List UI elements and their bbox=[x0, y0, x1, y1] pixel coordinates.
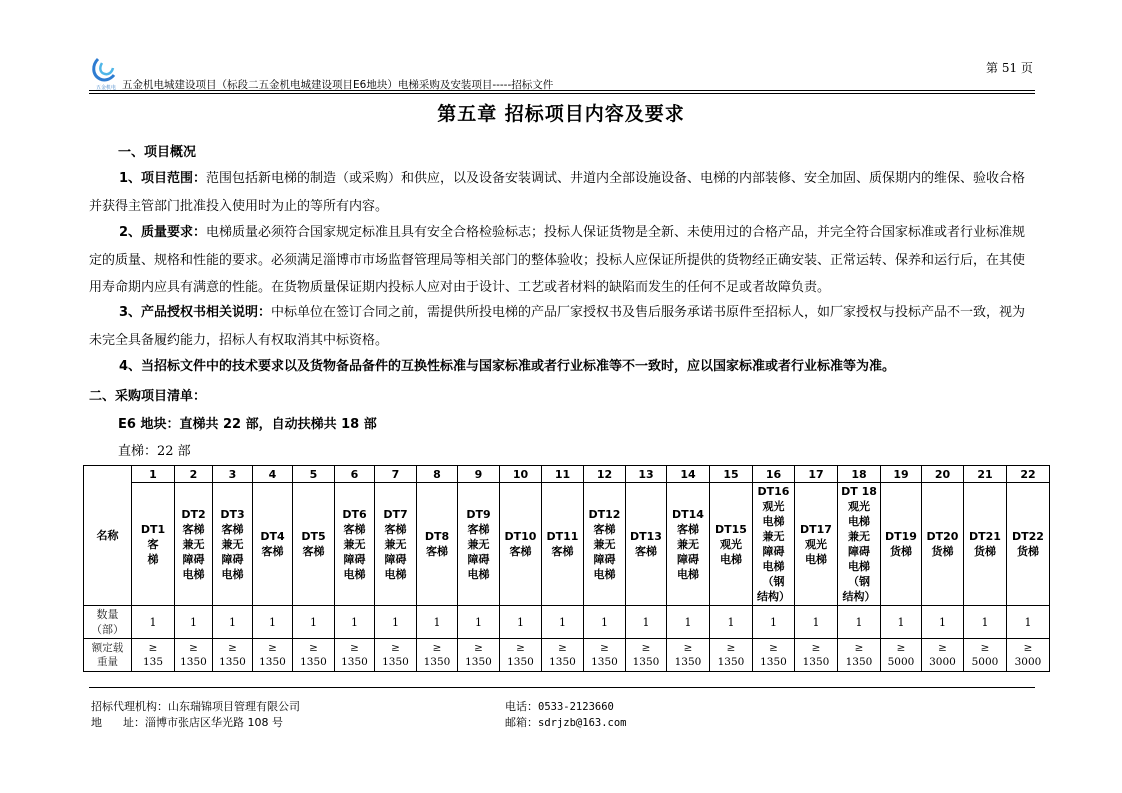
rated-load-cell bbox=[175, 639, 213, 672]
column-number: 6 bbox=[335, 466, 375, 483]
elevator-name-line: DT1 bbox=[140, 522, 166, 536]
elevator-name-line: 电梯 bbox=[677, 567, 699, 581]
item-scope-label: 1、项目范围： bbox=[119, 171, 207, 186]
rated-load-line: ≥ bbox=[189, 642, 198, 654]
elevator-name-line: 客梯 bbox=[551, 545, 574, 558]
item-quality bbox=[89, 219, 1035, 302]
elevator-name-line: 观光 bbox=[762, 500, 785, 513]
elevator-name-line: DT7 bbox=[383, 507, 408, 521]
chapter-title: 第五章 招标项目内容及要求 bbox=[437, 103, 685, 125]
rated-load-line: 1350 bbox=[802, 656, 830, 668]
elevator-name-line: 客梯 bbox=[677, 522, 699, 536]
rated-load-cell bbox=[253, 639, 293, 672]
elevator-name-line: 障碍 bbox=[343, 552, 366, 566]
elevator-name-line: 障碍 bbox=[762, 545, 785, 558]
footer-agency-label: 招标代理机构： bbox=[91, 700, 168, 713]
header-divider-2 bbox=[89, 93, 1035, 94]
elevator-name-cell bbox=[922, 483, 964, 606]
elevator-name-line: DT19 bbox=[885, 530, 917, 543]
row-label-name: 名称 bbox=[84, 466, 132, 606]
page-number: 第 51 页 bbox=[986, 61, 1033, 75]
elevator-name-line: 障碍 bbox=[467, 552, 490, 566]
rated-load-line: ≥ bbox=[641, 642, 651, 654]
item-authorization-text: 中标单位在签订合同之前，需提供所投电梯的产品厂家授权书及售后服务承诺书原件至招标人，如厂家授权与投标产品不一致，视为未完全具备履约能力，招标人有权取消其中标资格。 bbox=[89, 305, 1026, 348]
elevator-name-cell bbox=[710, 483, 753, 606]
elevator-name-line: 兼无 bbox=[593, 537, 616, 551]
footer-phone-value: 0533-2123660 bbox=[538, 701, 614, 713]
elevator-name-line: DT16 bbox=[757, 485, 790, 498]
section1-heading: 一、项目概况 bbox=[118, 145, 197, 160]
item-authorization bbox=[89, 299, 1035, 354]
rated-load-cell bbox=[375, 639, 417, 672]
elevator-name-line: 电梯 bbox=[762, 560, 785, 573]
elevator-name-cell bbox=[964, 483, 1007, 606]
rated-load-cell bbox=[500, 639, 542, 672]
column-number: 5 bbox=[293, 466, 335, 483]
rated-load-cell bbox=[293, 639, 335, 672]
quantity-cell: 1 bbox=[795, 606, 838, 639]
elevator-name-line: 兼无 bbox=[677, 537, 699, 551]
rated-load-line: ≥ bbox=[391, 642, 400, 654]
elevator-name-line: DT15 bbox=[715, 522, 747, 536]
column-number: 15 bbox=[710, 466, 753, 483]
column-number: 19 bbox=[881, 466, 922, 483]
elevator-name-cell bbox=[213, 483, 253, 606]
rated-load-line: 1350 bbox=[180, 656, 207, 668]
rated-load-line: 1350 bbox=[717, 656, 745, 668]
elevator-name-cell bbox=[1007, 483, 1050, 606]
elevator-name-line: 兼无 bbox=[182, 537, 205, 551]
rated-load-line: 1350 bbox=[465, 656, 492, 668]
elevator-name-line: 兼无 bbox=[221, 537, 244, 551]
rated-load-cell bbox=[667, 639, 710, 672]
rated-load-line: ≥ bbox=[854, 642, 864, 654]
rated-load-line: ≥ bbox=[726, 642, 736, 654]
rated-load-line: ≥ bbox=[268, 642, 277, 654]
elevator-name-line: 客梯 bbox=[384, 522, 407, 536]
elevator-name-cell bbox=[253, 483, 293, 606]
quantity-cell: 1 bbox=[626, 606, 667, 639]
rated-load-cell bbox=[213, 639, 253, 672]
quantity-cell: 1 bbox=[175, 606, 213, 639]
rated-load-cell bbox=[838, 639, 881, 672]
footer-phone bbox=[505, 698, 614, 714]
procurement-summary: E6 地块：直梯共 22 部，自动扶梯共 18 部 bbox=[118, 417, 377, 432]
rated-load-line: 135 bbox=[142, 656, 164, 668]
quantity-cell: 1 bbox=[293, 606, 335, 639]
elevator-name-line: 梯 bbox=[147, 552, 159, 566]
rated-load-line: ≥ bbox=[1023, 642, 1033, 654]
column-number: 8 bbox=[417, 466, 458, 483]
elevator-name-cell bbox=[335, 483, 375, 606]
footer-divider bbox=[89, 687, 1035, 688]
elevator-name-line: DT 18 bbox=[841, 485, 877, 498]
rated-load-cell bbox=[584, 639, 626, 672]
rated-load-line: ≥ bbox=[148, 642, 158, 654]
elevator-name-line: 观光 bbox=[720, 537, 742, 551]
elevator-name-line: 客梯 bbox=[635, 545, 657, 558]
rated-load-line: ≥ bbox=[683, 642, 693, 654]
elevator-name-line: 客梯 bbox=[221, 522, 244, 536]
column-number: 4 bbox=[253, 466, 293, 483]
elevator-name-line: DT3 bbox=[220, 507, 245, 521]
elevator-name-line: 障碍 bbox=[848, 545, 870, 558]
row-label-quantity: 数量 （部） bbox=[84, 606, 132, 639]
rated-load-line: 1350 bbox=[591, 656, 618, 668]
elevator-name-line: 货梯 bbox=[974, 545, 996, 558]
rated-load-cell bbox=[542, 639, 584, 672]
elevator-name-line: 观光 bbox=[848, 500, 870, 513]
elevator-name-line: 障碍 bbox=[221, 552, 244, 566]
column-number: 3 bbox=[213, 466, 253, 483]
elevator-name-line: DT22 bbox=[1012, 530, 1044, 543]
rated-load-line: 5000 bbox=[971, 656, 999, 668]
elevator-name-line: 兼无 bbox=[467, 537, 490, 551]
item-quality-text: 电梯质量必须符合国家规定标准且具有安全合格检验标志；投标人保证货物是全新、未使用过的合格产品，并完全符合国家标准或者行业标准规定的质量、规格和性能的要求。必须满足淄博市市场监督管理局等相关部门的整体验收；投标人应保证所提供的货物经正确安装、正常运转、保养和运行后，在其使用寿命期内应具有满意的性能。在货物质量保证期内投标人应对由于设计、工艺或者材料的缺陷而发生的任何不足或者故障负责。 bbox=[89, 225, 1026, 295]
elevator-count: 直梯：22 部 bbox=[118, 444, 191, 459]
elevator-name-line: 电梯 bbox=[467, 567, 490, 581]
rated-load-line: ≥ bbox=[474, 642, 483, 654]
quantity-cell: 1 bbox=[838, 606, 881, 639]
footer-email bbox=[505, 714, 627, 730]
quantity-cell: 1 bbox=[753, 606, 795, 639]
elevator-name-line: 货梯 bbox=[1017, 545, 1039, 558]
elevator-name-line: DT5 bbox=[301, 530, 326, 543]
row-label-load: 额定载 重量 bbox=[84, 639, 132, 672]
elevator-name-line: 客梯 bbox=[261, 545, 284, 558]
section2-heading: 二、采购项目清单： bbox=[89, 389, 207, 404]
elevator-name-line: 电梯 bbox=[384, 567, 407, 581]
elevator-name-line: 观光 bbox=[805, 537, 827, 551]
elevator-name-cell bbox=[500, 483, 542, 606]
column-number: 7 bbox=[375, 466, 417, 483]
rated-load-line: 1350 bbox=[219, 656, 246, 668]
rated-load-line: 3000 bbox=[1014, 656, 1042, 668]
item-standards-label: 4、当招标文件中的技术要求以及货物备品备件的互换性标准与国家标准或者行业标准等不一致时，应以国家标准或者行业标准等为准。 bbox=[119, 359, 896, 374]
rated-load-cell bbox=[753, 639, 795, 672]
rated-load-line: 5000 bbox=[887, 656, 915, 668]
rated-load-cell bbox=[626, 639, 667, 672]
elevator-name-line: 客 bbox=[147, 537, 159, 551]
elevator-name-cell bbox=[881, 483, 922, 606]
footer-email-value: sdrjzb@163.com bbox=[538, 717, 627, 729]
elevator-name-line: 兼无 bbox=[762, 530, 785, 543]
elevator-name-line: 客梯 bbox=[426, 545, 448, 558]
column-number: 9 bbox=[458, 466, 500, 483]
rated-load-cell bbox=[335, 639, 375, 672]
elevator-name-line: DT6 bbox=[342, 507, 367, 521]
elevator-name-cell bbox=[458, 483, 500, 606]
elevator-name-cell bbox=[795, 483, 838, 606]
elevator-name-line: 障碍 bbox=[384, 552, 407, 566]
elevator-name-line: DT21 bbox=[969, 530, 1001, 543]
quantity-cell: 1 bbox=[584, 606, 626, 639]
elevator-name-line: 电梯 bbox=[720, 552, 742, 566]
logo-text: 五金机电 bbox=[96, 85, 117, 91]
elevator-name-line: DT12 bbox=[588, 507, 621, 521]
elevator-name-line: 客梯 bbox=[302, 545, 325, 558]
elevator-name-line: 货梯 bbox=[931, 545, 954, 558]
elevator-name-cell bbox=[175, 483, 213, 606]
rated-load-line: 1350 bbox=[382, 656, 409, 668]
rated-load-cell bbox=[922, 639, 964, 672]
table-row-quantity bbox=[84, 606, 1050, 639]
elevator-name-line: （钢 bbox=[762, 575, 785, 588]
quantity-cell: 1 bbox=[375, 606, 417, 639]
elevator-name-line: 客梯 bbox=[509, 545, 532, 558]
elevator-name-line: 电梯 bbox=[762, 515, 785, 528]
elevator-name-line: 兼无 bbox=[384, 537, 407, 551]
elevator-name-line: DT8 bbox=[424, 530, 450, 543]
column-number: 16 bbox=[753, 466, 795, 483]
elevator-name-line: 电梯 bbox=[848, 515, 870, 528]
column-number: 18 bbox=[838, 466, 881, 483]
header-title: 五金机电城建设项目（标段二五金机电城建设项目E6地块）电梯采购及安装项目-----招标文件 bbox=[122, 79, 554, 91]
elevator-name-line: DT13 bbox=[630, 530, 662, 543]
rated-load-cell bbox=[417, 639, 458, 672]
elevator-name-line: 障碍 bbox=[182, 552, 205, 566]
column-number: 1 bbox=[132, 466, 175, 483]
quantity-cell: 1 bbox=[922, 606, 964, 639]
quantity-cell: 1 bbox=[458, 606, 500, 639]
column-number: 14 bbox=[667, 466, 710, 483]
rated-load-line: 1350 bbox=[259, 656, 286, 668]
elevator-name-line: （钢 bbox=[848, 575, 870, 588]
elevator-name-line: DT10 bbox=[504, 530, 537, 543]
elevator-name-cell bbox=[626, 483, 667, 606]
elevator-name-cell bbox=[753, 483, 795, 606]
elevator-name-line: DT9 bbox=[466, 507, 491, 521]
rated-load-cell bbox=[710, 639, 753, 672]
rated-load-line: ≥ bbox=[309, 642, 318, 654]
rated-load-line: ≥ bbox=[228, 642, 237, 654]
quantity-cell: 1 bbox=[1007, 606, 1050, 639]
elevator-name-line: 客梯 bbox=[182, 522, 205, 536]
elevator-name-cell bbox=[417, 483, 458, 606]
elevator-name-line: 货梯 bbox=[890, 545, 912, 558]
column-number: 21 bbox=[964, 466, 1007, 483]
quantity-cell: 1 bbox=[253, 606, 293, 639]
rated-load-cell bbox=[964, 639, 1007, 672]
rated-load-line: ≥ bbox=[811, 642, 821, 654]
rated-load-line: ≥ bbox=[769, 642, 778, 654]
elevator-name-line: 电梯 bbox=[593, 567, 616, 581]
elevator-name-line: 兼无 bbox=[343, 537, 366, 551]
elevator-name-line: DT20 bbox=[926, 530, 959, 543]
quantity-cell: 1 bbox=[542, 606, 584, 639]
item-scope-text: 范围包括新电梯的制造（或采购）和供应，以及设备安装调试、井道内全部设施设备、电梯的内部装修、安全加固、质保期内的维保、验收合格并获得主管部门批准投入使用时为止的等所有内容。 bbox=[89, 171, 1026, 214]
rated-load-line: 3000 bbox=[929, 656, 956, 668]
rated-load-line: 1350 bbox=[760, 656, 787, 668]
quantity-cell: 1 bbox=[710, 606, 753, 639]
quantity-cell: 1 bbox=[417, 606, 458, 639]
elevator-name-line: 电梯 bbox=[343, 567, 366, 581]
elevator-name-line: 电梯 bbox=[182, 567, 205, 581]
elevator-name-line: 电梯 bbox=[221, 567, 244, 581]
elevator-table bbox=[83, 465, 1050, 672]
table-row-number bbox=[84, 466, 1050, 483]
rated-load-cell bbox=[132, 639, 175, 672]
elevator-name-line: DT4 bbox=[260, 530, 285, 543]
rated-load-cell bbox=[795, 639, 838, 672]
item-authorization-label: 3、产品授权书相关说明： bbox=[119, 305, 272, 320]
rated-load-line: ≥ bbox=[558, 642, 567, 654]
rated-load-line: ≥ bbox=[896, 642, 906, 654]
rated-load-line: 1350 bbox=[549, 656, 576, 668]
rated-load-line: ≥ bbox=[350, 642, 359, 654]
elevator-name-cell bbox=[584, 483, 626, 606]
rated-load-line: ≥ bbox=[600, 642, 609, 654]
elevator-name-line: DT17 bbox=[800, 522, 832, 536]
elevator-name-line: 障碍 bbox=[677, 552, 699, 566]
item-scope bbox=[89, 165, 1035, 220]
elevator-name-line: 客梯 bbox=[593, 522, 616, 536]
elevator-name-cell bbox=[293, 483, 335, 606]
column-number: 11 bbox=[542, 466, 584, 483]
elevator-name-line: DT14 bbox=[672, 507, 704, 521]
column-number: 22 bbox=[1007, 466, 1050, 483]
rated-load-cell bbox=[1007, 639, 1050, 672]
column-number: 10 bbox=[500, 466, 542, 483]
elevator-name-line: DT2 bbox=[181, 507, 206, 521]
rated-load-line: 1350 bbox=[632, 656, 660, 668]
footer-agency-value: 山东瑞锦项目管理有限公司 bbox=[168, 700, 300, 713]
rated-load-line: 1350 bbox=[674, 656, 702, 668]
elevator-name-line: 电梯 bbox=[805, 552, 827, 566]
company-logo bbox=[90, 55, 120, 85]
quantity-cell: 1 bbox=[500, 606, 542, 639]
elevator-name-line: DT11 bbox=[546, 530, 579, 543]
elevator-name-line: 客梯 bbox=[343, 522, 366, 536]
rated-load-line: ≥ bbox=[432, 642, 442, 654]
footer-address-value: 淄博市张店区华光路 108 号 bbox=[144, 716, 283, 729]
rated-load-line: ≥ bbox=[980, 642, 990, 654]
elevator-name-line: 客梯 bbox=[467, 522, 490, 536]
column-number: 13 bbox=[626, 466, 667, 483]
elevator-name-line: 结构） bbox=[757, 590, 790, 603]
rated-load-line: 1350 bbox=[341, 656, 368, 668]
column-number: 17 bbox=[795, 466, 838, 483]
rated-load-cell bbox=[881, 639, 922, 672]
column-number: 12 bbox=[584, 466, 626, 483]
rated-load-line: 1350 bbox=[507, 656, 534, 668]
item-standards bbox=[89, 353, 1035, 381]
elevator-name-cell bbox=[132, 483, 175, 606]
elevator-name-cell bbox=[838, 483, 881, 606]
column-number: 2 bbox=[175, 466, 213, 483]
elevator-name-cell bbox=[667, 483, 710, 606]
footer-address bbox=[91, 714, 283, 730]
footer-address-label: 地 址： bbox=[91, 716, 145, 729]
rated-load-line: 1350 bbox=[845, 656, 873, 668]
item-quality-label: 2、质量要求： bbox=[119, 225, 207, 240]
footer-agency bbox=[91, 698, 300, 714]
rated-load-line: ≥ bbox=[516, 642, 525, 654]
table-row-load bbox=[84, 639, 1050, 672]
rated-load-line: 1350 bbox=[423, 656, 451, 668]
table-row-name bbox=[84, 483, 1050, 606]
rated-load-line: 1350 bbox=[300, 656, 327, 668]
column-number: 20 bbox=[922, 466, 964, 483]
elevator-name-line: 兼无 bbox=[848, 530, 870, 543]
elevator-name-cell bbox=[542, 483, 584, 606]
quantity-cell: 1 bbox=[667, 606, 710, 639]
footer-phone-label: 电话： bbox=[505, 700, 538, 713]
elevator-name-line: 电梯 bbox=[848, 560, 870, 573]
quantity-cell: 1 bbox=[881, 606, 922, 639]
footer-email-label: 邮箱： bbox=[505, 716, 538, 729]
elevator-name-cell bbox=[375, 483, 417, 606]
quantity-cell: 1 bbox=[213, 606, 253, 639]
quantity-cell: 1 bbox=[335, 606, 375, 639]
elevator-name-line: 障碍 bbox=[593, 552, 616, 566]
quantity-cell: 1 bbox=[132, 606, 175, 639]
header-divider bbox=[89, 90, 1035, 91]
rated-load-cell bbox=[458, 639, 500, 672]
quantity-cell: 1 bbox=[964, 606, 1007, 639]
rated-load-line: ≥ bbox=[938, 642, 947, 654]
elevator-name-line: 结构） bbox=[842, 590, 876, 603]
